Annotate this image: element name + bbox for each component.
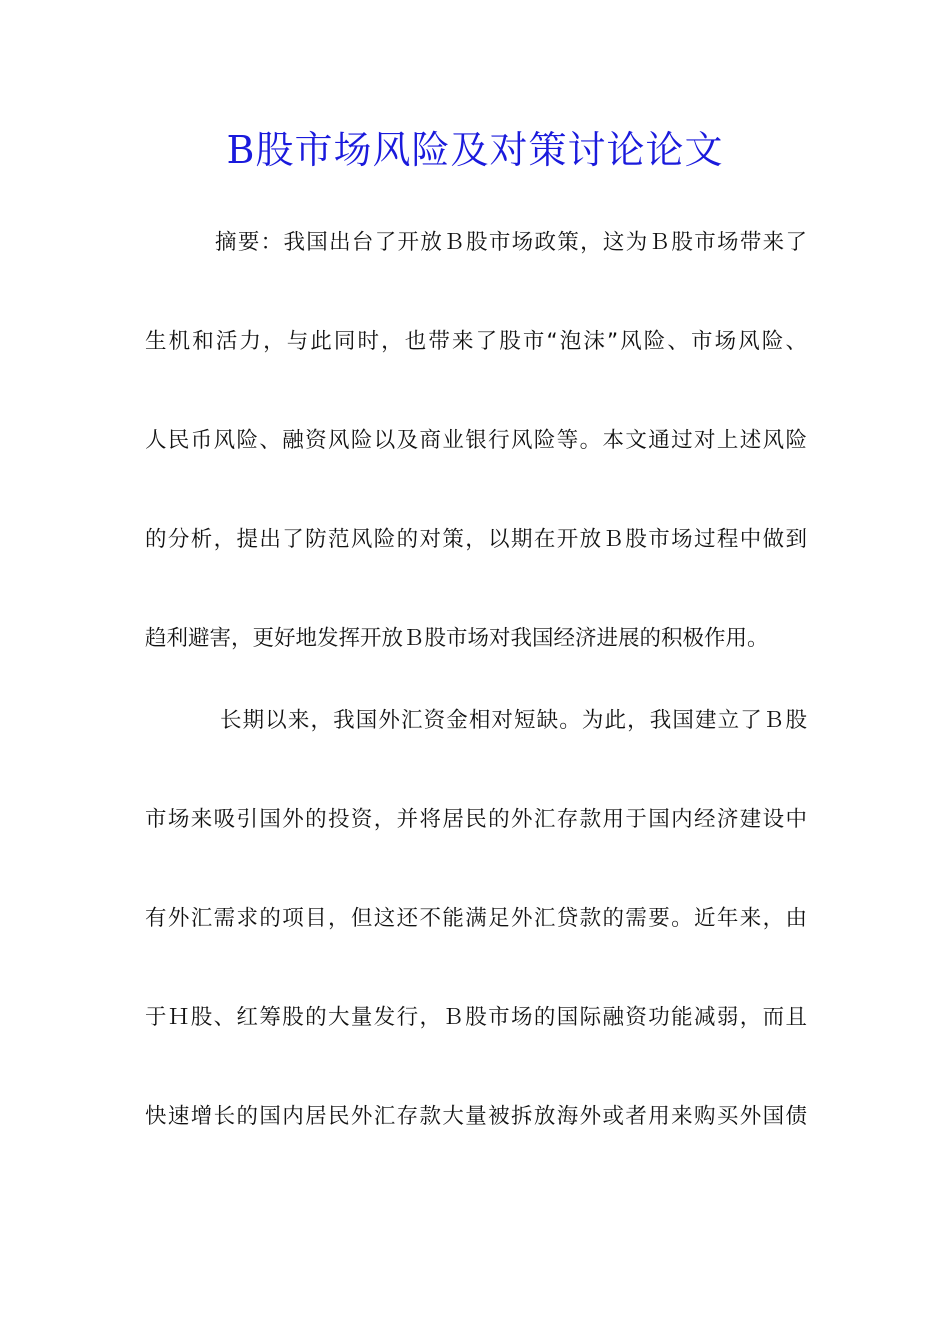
paragraph-1-line-5: 趋利避害，更好地发挥开放Ｂ股市场对我国经济进展的积极作用。 [145,626,769,651]
paragraph-2-line-3: 有外汇需求的项目，但这还不能满足外汇贷款的需要。近年来，由 [145,906,807,931]
paragraph-1-line-2: 生机和活力，与此同时，也带来了股市“泡沫”风险、市场风险、 [145,329,807,354]
paragraph-2-line-1: 长期以来，我国外汇资金相对短缺。为此，我国建立了Ｂ股 [220,708,807,733]
paragraph-1-line-1: 摘要：我国出台了开放Ｂ股市场政策，这为Ｂ股市场带来了 [215,230,807,255]
document-title: B股市场风险及对策讨论论文 [226,128,724,172]
paragraph-1-line-3: 人民币风险、融资风险以及商业银行风险等。本文通过对上述风险 [145,428,807,453]
paragraph-2-line-4: 于Ｈ股、红筹股的大量发行，Ｂ股市场的国际融资功能减弱，而且 [145,1005,807,1030]
paragraph-2-line-2: 市场来吸引国外的投资，并将居民的外汇存款用于国内经济建设中 [145,807,807,832]
paragraph-1-line-4: 的分析，提出了防范风险的对策，以期在开放Ｂ股市场过程中做到 [145,527,807,552]
paragraph-2-line-5: 快速增长的国内居民外汇存款大量被拆放海外或者用来购买外国债 [145,1104,807,1129]
